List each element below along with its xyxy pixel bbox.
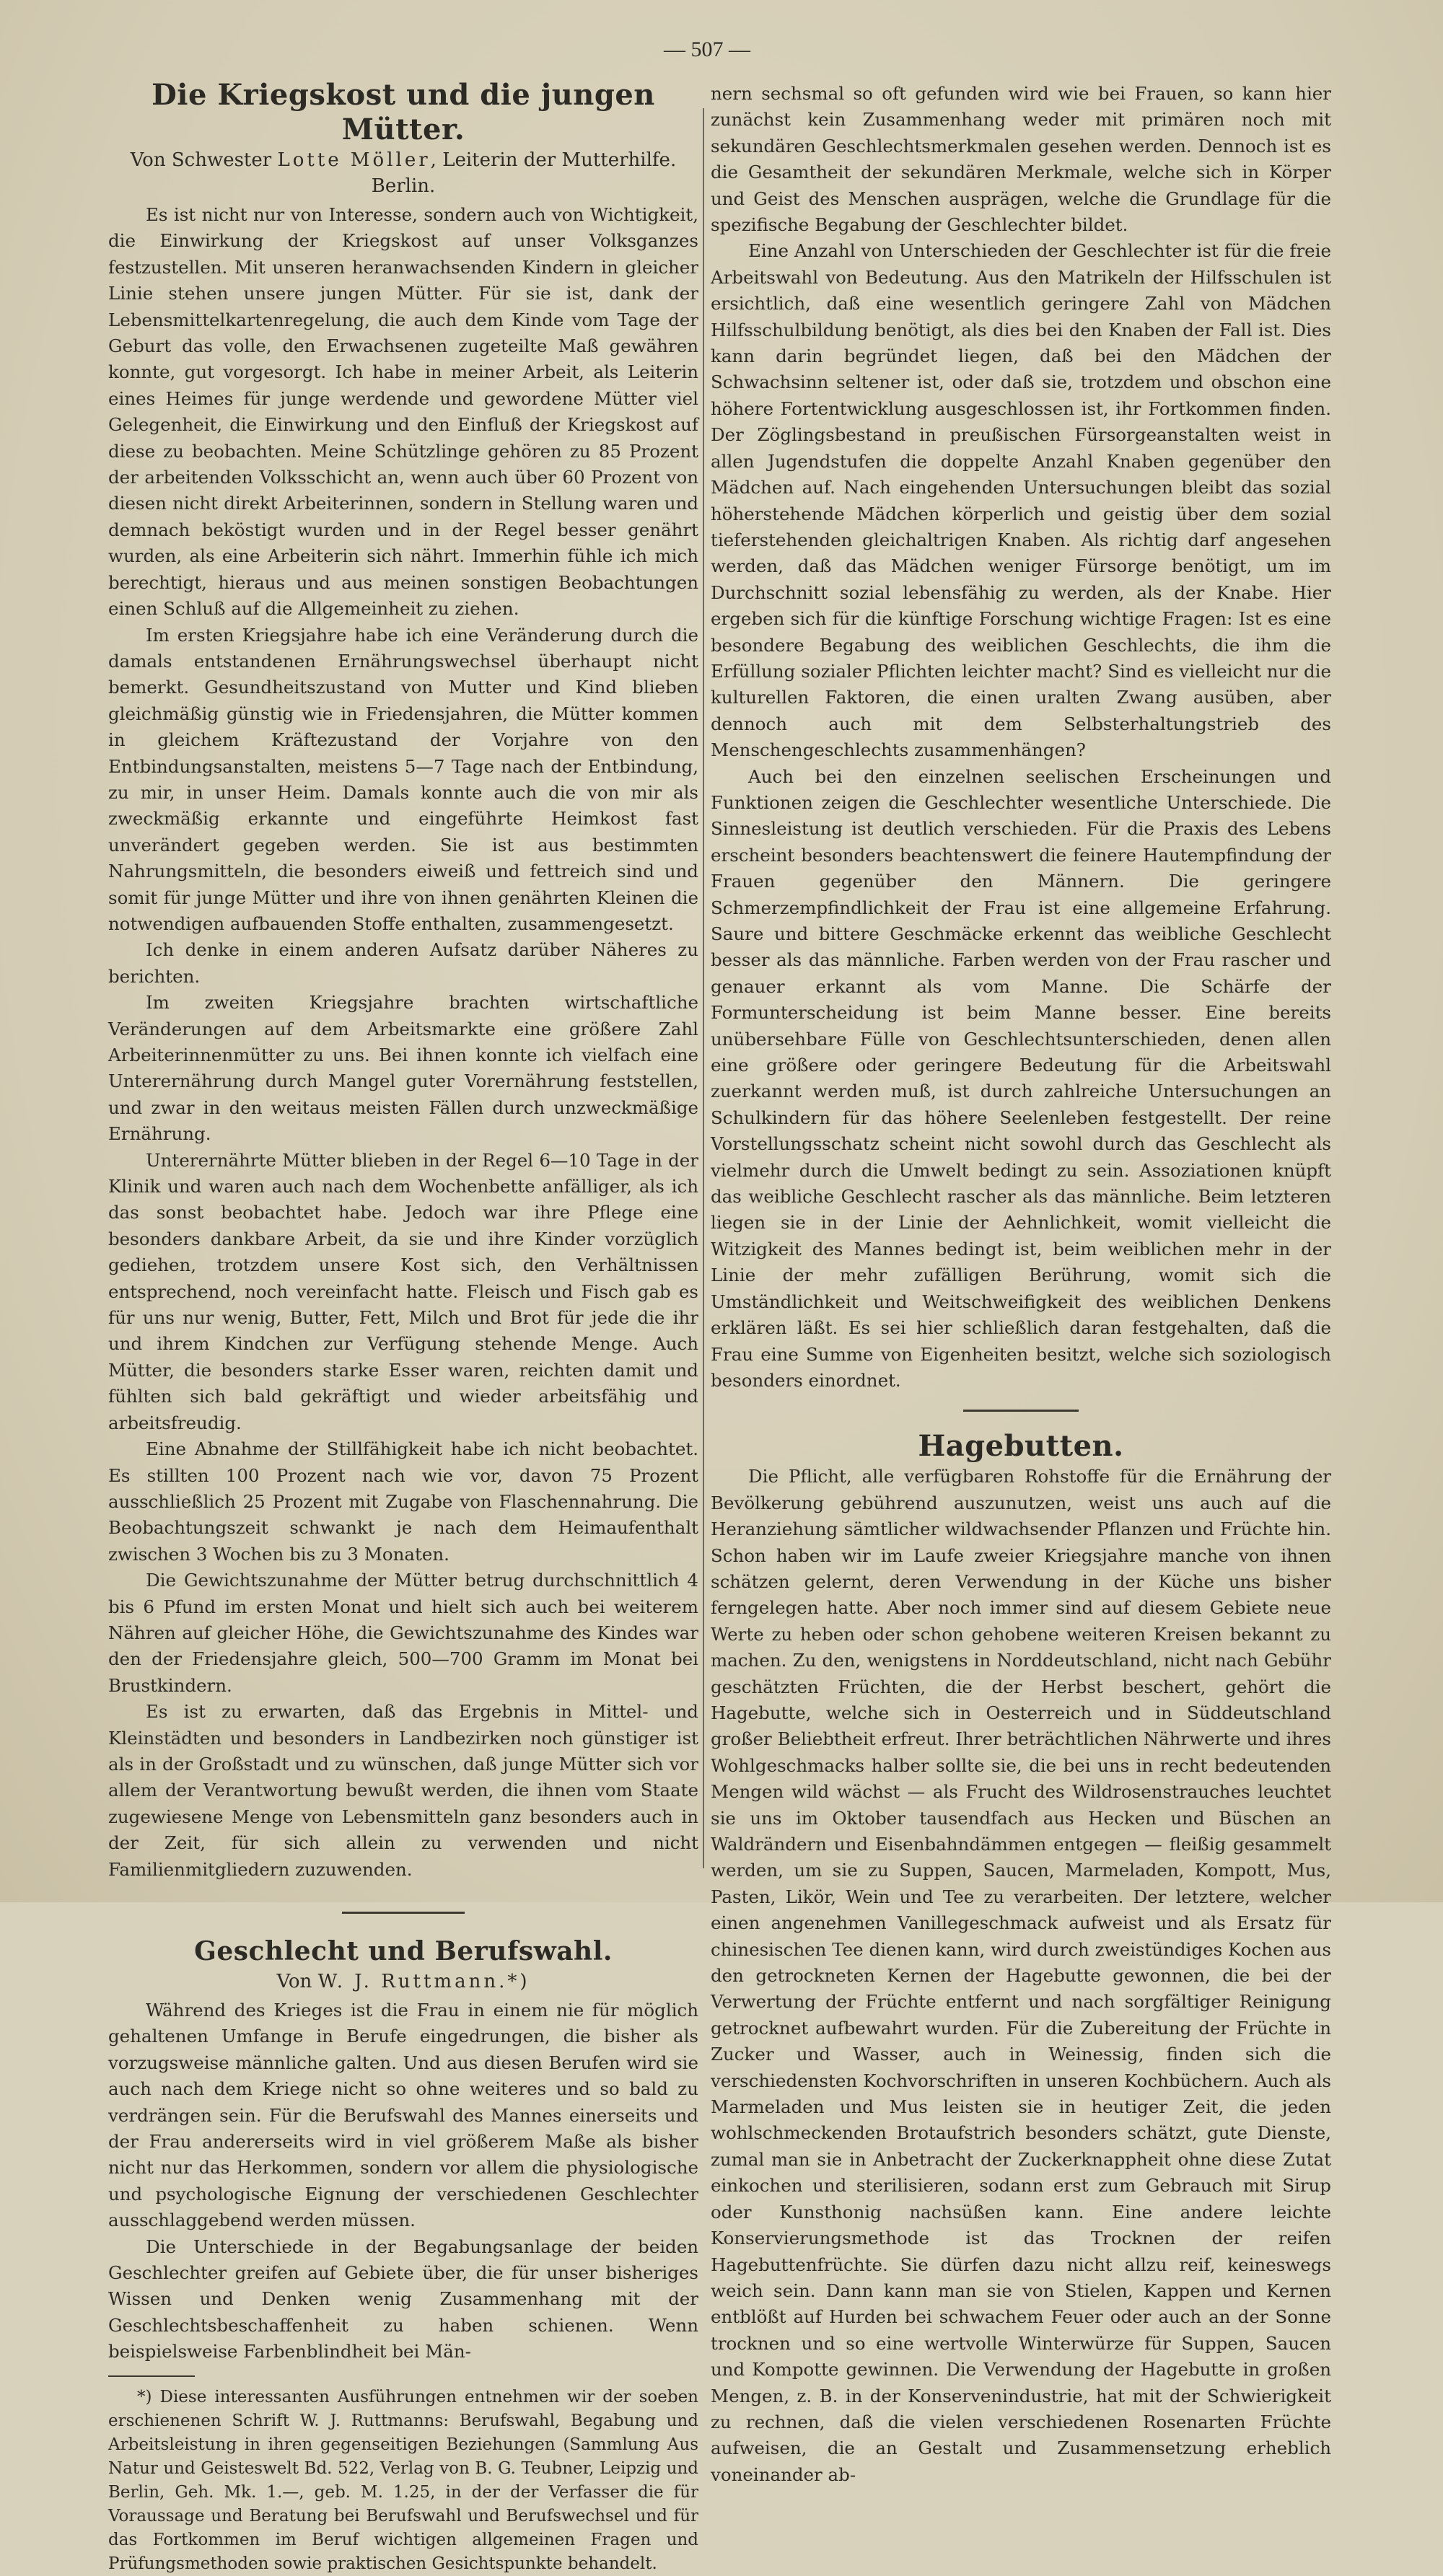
column-divider (703, 108, 704, 1868)
article-separator (963, 1410, 1079, 1412)
byline-prefix: Von (276, 1971, 312, 1992)
paragraph: Im ersten Kriegsjahre habe ich eine Veränderung durch die damals entstandenen Ernährungswechsel überhaupt nicht bemerkt. Gesundheitszustand von Mutter und Kind blieben gleichmäßig günstig wie in Friedensjahren, die Mütter kommen in gleichem Kräftezustand der Vorjahre von den Entbindungsanstalten, meistens 5—7 Tage nach der Entbindung, zu mir, in unser Heim. Damals konnte auch die von mir als zweckmäßig erkannte und eingeführte Heimkost fast unverändert gegeben werden. Sie ist aus bestimmten Nahrungsmitteln, die besonders eiweiß und fettreich sind und somit für junge Mütter und ihre von ihnen genährten Kleinen die notwendigen aufbauenden Stoffe enthalten, zusammengesetzt. (108, 624, 698, 934)
right-column (711, 81, 1331, 2488)
article-byline (108, 1969, 698, 1995)
paragraph: Es ist nicht nur von Interesse, sondern auch von Wichtigkeit, die Einwirkung der Kriegskost auf unser Volksganzes festzustellen. Mit unseren heranwachsenden Kindern in gleicher Linie stehen unsere jungen Mütter. Für sie ist, dank der Lebensmittelkartenregelung, die auch dem Kinde vom Tage der Geburt das volle, den Erwachsenen zugeteilte Maß gewähren konnte, gut vorgesorgt. Ich habe in meiner Arbeit, als Leiterin eines Heimes für junge werdende und gewordene Mütter viel Gelegenheit, die Einwirkung und den Einfluß der Kriegskost auf diese zu beobachten. Meine Schützlinge gehören zu 85 Prozent der arbeitenden Volksschicht an, wenn auch über 60 Prozent von diesen nicht direkt Arbeiterinnen, sondern in Stellung waren und demnach beköstigt wurden und in der Regel besser genährt wurden, als eine Arbeiterin sich nährt. Immerhin fühle ich mich berechtigt, hieraus und aus meinen sonstigen Beobachtungen einen Schluß auf die Allgemeinheit zu ziehen. (108, 204, 698, 620)
article-byline (108, 147, 698, 199)
paragraph: Ich denke in einem anderen Aufsatz darüber Näheres zu berichten. (108, 939, 698, 987)
footnote-rule (108, 2375, 195, 2377)
article-separator (342, 1912, 465, 1914)
article-title-hagebutten: Hagebutten. (918, 1429, 1124, 1464)
byline-prefix: Von Schwester (130, 149, 272, 171)
footnote (108, 2386, 698, 2576)
paragraph: Eine Anzahl von Unterschieden der Geschlechter ist für die freie Arbeitswahl von Bedeutung. Aus den Matrikeln der Hilfsschulen ist ersichtlich, daß eine wesentlich geringere Zahl von Mädchen Hilfsschulbildung benötigt, als dies bei den Knaben der Fall ist. Dies kann darin begründet liegen, daß bei den Mädchen der Schwachsinn seltener ist, oder daß sie, trotzdem und obschon eine höhere Fortentwicklung ausgeschlossen ist, ihr Fortkommen finden. Der Zöglingsbestand in preußischen Fürsorgeanstalten weist in allen Jugendstufen die doppelte Anzahl Knaben gegenüber den Mädchen auf. Nach eingehenden Untersuchungen bleibt das sozial höherstehende Mädchen körperlich und geistig über dem sozial tieferstehenden gleichaltrigen Knaben. Als richtig darf angesehen werden, daß das Mädchen weniger Fürsorge benötigt, um im Durchschnitt sozial lebensfähig zu werden, als der Knabe. Hier ergeben sich für die künftige Forschung wichtige Fragen: Ist es eine besondere Begabung des weiblichen Geschlechts, die ihm die Erfüllung sozialer Pflichten leichter macht? Sind es vielleicht nur die kulturellen Faktoren, die einen uralten Zwang ausüben, aber dennoch auch mit dem Selbsterhaltungstrieb des Menschengeschlechts zusammenhängen? (711, 240, 1331, 761)
footnote-text: *) Diese interessanten Ausführungen entnehmen wir der soeben erschienenen Schrift W. J. Ruttmanns: Berufswahl, Begabung und Arbeitsleistung in ihren gegenseitigen Beziehungen (Sammlung Aus Natur und Geisteswelt Bd. 522, Verlag von B. G. Teubner, Leipzig und Berlin, Geh. Mk. 1.—, geb. M. 1.25, in der der Verfasser die für Voraussage und Beratung bei Berufswahl und Berufswechsel und für das Fortkommen im Beruf wichtigen allgemeinen Fragen und Prüfungsmethoden sowie praktischen Gesichtspunkte behandelt. (108, 2387, 698, 2573)
paragraph: Die Gewichtszunahme der Mütter betrug durchschnittlich 4 bis 6 Pfund im ersten Monat und hielt sich auch bei weiterem Nähren auf gleicher Höhe, die Gewichtszunahme des Kindes war den der Friedensjahre gleich, 500—700 Gramm im Monat bei Brustkindern. (108, 1570, 698, 1696)
paragraph: Während des Krieges ist die Frau in einem nie für möglich gehaltenen Umfange in Berufe eingedrungen, die bisher als vorzugsweise männliche galten. Und aus diesen Berufen wird sie auch nach dem Kriege nicht so ohne weiteres und so bald zu verdrängen sein. Für die Berufswahl des Mannes einerseits und der Frau andererseits wird in viel größerem Maße als bisher nicht nur das Herkommen, sondern vor allem die physiologische und psychologische Eignung der verschiedenen Geschlechter ausschlaggebend werden müssen. (108, 2000, 698, 2231)
author-name: W. J. Ruttmann.*) (317, 1971, 530, 1992)
byline-suffix: , Leiterin der Mutterhilfe. Berlin. (371, 149, 677, 197)
left-column (108, 78, 698, 2576)
paragraph: Die Pflicht, alle verfügbaren Rohstoffe für die Ernährung der Bevölkerung gebührend auszunutzen, weist uns auch auf die Heranziehung sämtlicher wildwachsender Pflanzen und Früchte hin. Schon haben wir im Laufe zweier Kriegsjahre manche von ihnen schätzen gelernt, deren Verwendung in der Küche uns bisher ferngelegen hatte. Aber noch immer sind auf diesem Gebiete neue Werte zu heben oder schon gehobene weiteren Kreisen bekannt zu machen. Zu den, wenigstens in Norddeutschland, nicht nach Gebühr geschätzten Früchten, die der Herbst beschert, gehört die Hagebutte, welche sich in Oesterreich und in Süddeutschland großer Beliebtheit erfreut. Ihrer beträchtlichen Nährwerte und ihres Wohlgeschmacks halber sollte sie, die bei uns in recht bedeutenden Mengen wild wächst — als Frucht des Wildrosenstrauches leuchtet sie uns im Oktober tausendfach aus Hecken und Büschen an Waldrändern und Eisenbahndämmen entgegen — fleißig gesammelt werden, um sie zu Suppen, Saucen, Marmeladen, Kompott, Mus, Pasten, Likör, Wein und Tee zu verarbeiten. Der letztere, welcher einen angenehmen Vanillegeschmack aufweist und als Ersatz für chinesischen Tee dienen kann, wird durch zweistündiges Kochen aus den getrockneten Kernen der Hagebutte gewonnen, die bei der Verwertung der Früchte entfernt und nach sorgfältiger Reinigung getrocknet aufbewahrt wurden. Für die Zubereitung der Früchte in Zucker und Wasser, auch in Weinessig, finden sich die verschiedensten Kochvorschriften in unseren Kochbüchern. Auch als Marmeladen und Mus leisten sie in heutiger Zeit, die jeden wohlschmeckenden Brotaufstrich besonders schätzt, gute Dienste, zumal man sie in Anbetracht der Zuckerknappheit ohne diese Zutat einkochen und sterilisieren, sodann erst zum Gebrauch mit Sirup oder Kunsthonig nachsüßen kann. Eine andere leichte Konservierungsmethode ist das Trocknen der reifen Hagebuttenfrüchte. Sie dürfen dazu nicht allzu reif, keineswegs weich sein. Dann kann man sie von Stielen, Kappen und Kernen entblößt auf Hurden bei schwachem Feuer oder auch an der Sonne trocknen und so eine wertvolle Winterwürze für Suppen, Saucen und Kompotte gewinnen. Die Verwendung der Hagebutte in großen Mengen, z. B. in der Konservenindustrie, hat mit der Schwierigkeit zu rechnen, daß die vielen verschiedenen Rosenarten Früchte aufweisen, die an Gestalt und Zusammensetzung erheblich voneinander ab- (711, 1466, 1331, 2485)
paragraph: Im zweiten Kriegsjahre brachten wirtschaftliche Veränderungen auf dem Arbeitsmarkte eine größere Zahl Arbeiterinnenmütter zu uns. Bei ihnen konnte ich vielfach eine Unterernährung durch Mangel guter Vorernährung feststellen, und zwar in den weitaus meisten Fällen durch unzweckmäßige Ernährung. (108, 992, 698, 1145)
paragraph-continuation: nern sechsmal so oft gefunden wird wie bei Frauen, so kann hier zunächst kein Zusammenhang weder mit primären noch mit sekundären Geschlechtsmerkmalen gesehen werden. Dennoch ist es die Gesamtheit der sekundären Merkmale, welche sich in Körper und Geist des Menschen ausprägen, welche die Grundlage für die spezifische Begabung der Geschlechter bildet. (711, 83, 1331, 236)
paragraph: Unterernährte Mütter blieben in der Regel 6—10 Tage in der Klinik und waren auch nach dem Wochenbette anfälliger, als ich das sonst beobachtet habe. Jedoch war ihre Pflege eine besonders dankbare Arbeit, da sie und ihre Kinder vorzüglich gediehen, trotzdem unsere Kost sich, den Verhältnissen entsprechend, noch vereinfacht hatte. Fleisch und Fisch gab es für uns nur wenig, Butter, Fett, Milch und Brot für jede die ihr und ihrem Kindchen zur Verfügung stehende Menge. Auch Mütter, die besonders starke Esser waren, reichten damit und fühlten sich bald gekräftigt und wieder arbeitsfähig und arbeitsfreudig. (108, 1149, 698, 1433)
paragraph: Es ist zu erwarten, daß das Ergebnis in Mittel- und Kleinstädten und besonders in Landbezirken noch günstiger ist als in der Großstadt und zu wünschen, daß junge Mütter sich vor allem der Verantwortung bewußt werden, die ihnen vom Staate zugewiesene Menge von Lebensmitteln ganz besonders auch in der Zeit, für sich allein zu verwenden und nicht Familienmitgliedern zuzuwenden. (108, 1701, 698, 1880)
page-number: — 507 — (664, 38, 750, 61)
author-name: Lotte Möller (277, 149, 431, 171)
paragraph: Die Unterschiede in der Begabungsanlage der beiden Geschlechter greifen auf Gebiete über, die für unser bisheriges Wissen und Denken wenig Zusammenhang mit der Geschlechtsbeschaffenheit zu haben schienen. Wenn beispielsweise Farbenblindheit bei Män- (108, 2236, 698, 2362)
article-title-kriegskost: Die Kriegskost und die jungen Mütter. (152, 78, 655, 146)
paragraph: Eine Abnahme der Stillfähigkeit habe ich nicht beobachtet. Es stillten 100 Prozent nach wie vor, davon 75 Prozent ausschließlich 25 Prozent mit Zugabe von Flaschennahrung. Die Beobachtungszeit schwankt je nach dem Heimaufenthalt zwischen 3 Wochen bis zu 3 Monaten. (108, 1438, 698, 1565)
article-title-berufswahl: Geschlecht und Berufswahl. (194, 1936, 613, 1966)
paragraph: Auch bei den einzelnen seelischen Erscheinungen und Funktionen zeigen die Geschlechter wesentliche Unterschiede. Die Sinnesleistung ist deutlich verschieden. Für die Praxis des Lebens erscheint besonders beachtenswert die feinere Hautempfindung der Frauen gegenüber den Männern. Die geringere Schmerzempfindlichkeit der Frau ist eine allgemeine Erfahrung. Saure und bittere Geschmäcke erkennt das weibliche Geschlecht besser als das männliche. Farben werden von der Frau rascher und genauer erkannt als vom Manne. Die Schärfe der Formunterscheidung ist beim Manne besser. Eine bereits unübersehbare Fülle von Geschlechtsunterschieden, denen allen eine größere oder geringere Bedeutung für die Arbeitswahl zuerkannt werden muß, ist durch zahlreiche Untersuchungen an Schulkindern für das höhere Seelenleben festgestellt. Der reine Vorstellungsschatz scheint nicht sowohl durch das Geschlecht als vielmehr durch die Umwelt bedingt zu sein. Assoziationen knüpft das weibliche Geschlecht rascher als das männliche. Beim letzteren liegen sie in der Linie der Aehnlichkeit, womit vielleicht die Witzigkeit des Mannes bedingt ist, beim weiblichen mehr in der Linie der mehr zufälligen Berührung, womit sich die Umständlichkeit und Weitschweifigkeit des weiblichen Denkens erklären läßt. Es sei hier schließlich daran festgehalten, daß die Frau eine Summe von Eigenheiten besitzt, welche sich soziologisch besonders einordnet. (711, 765, 1331, 1391)
